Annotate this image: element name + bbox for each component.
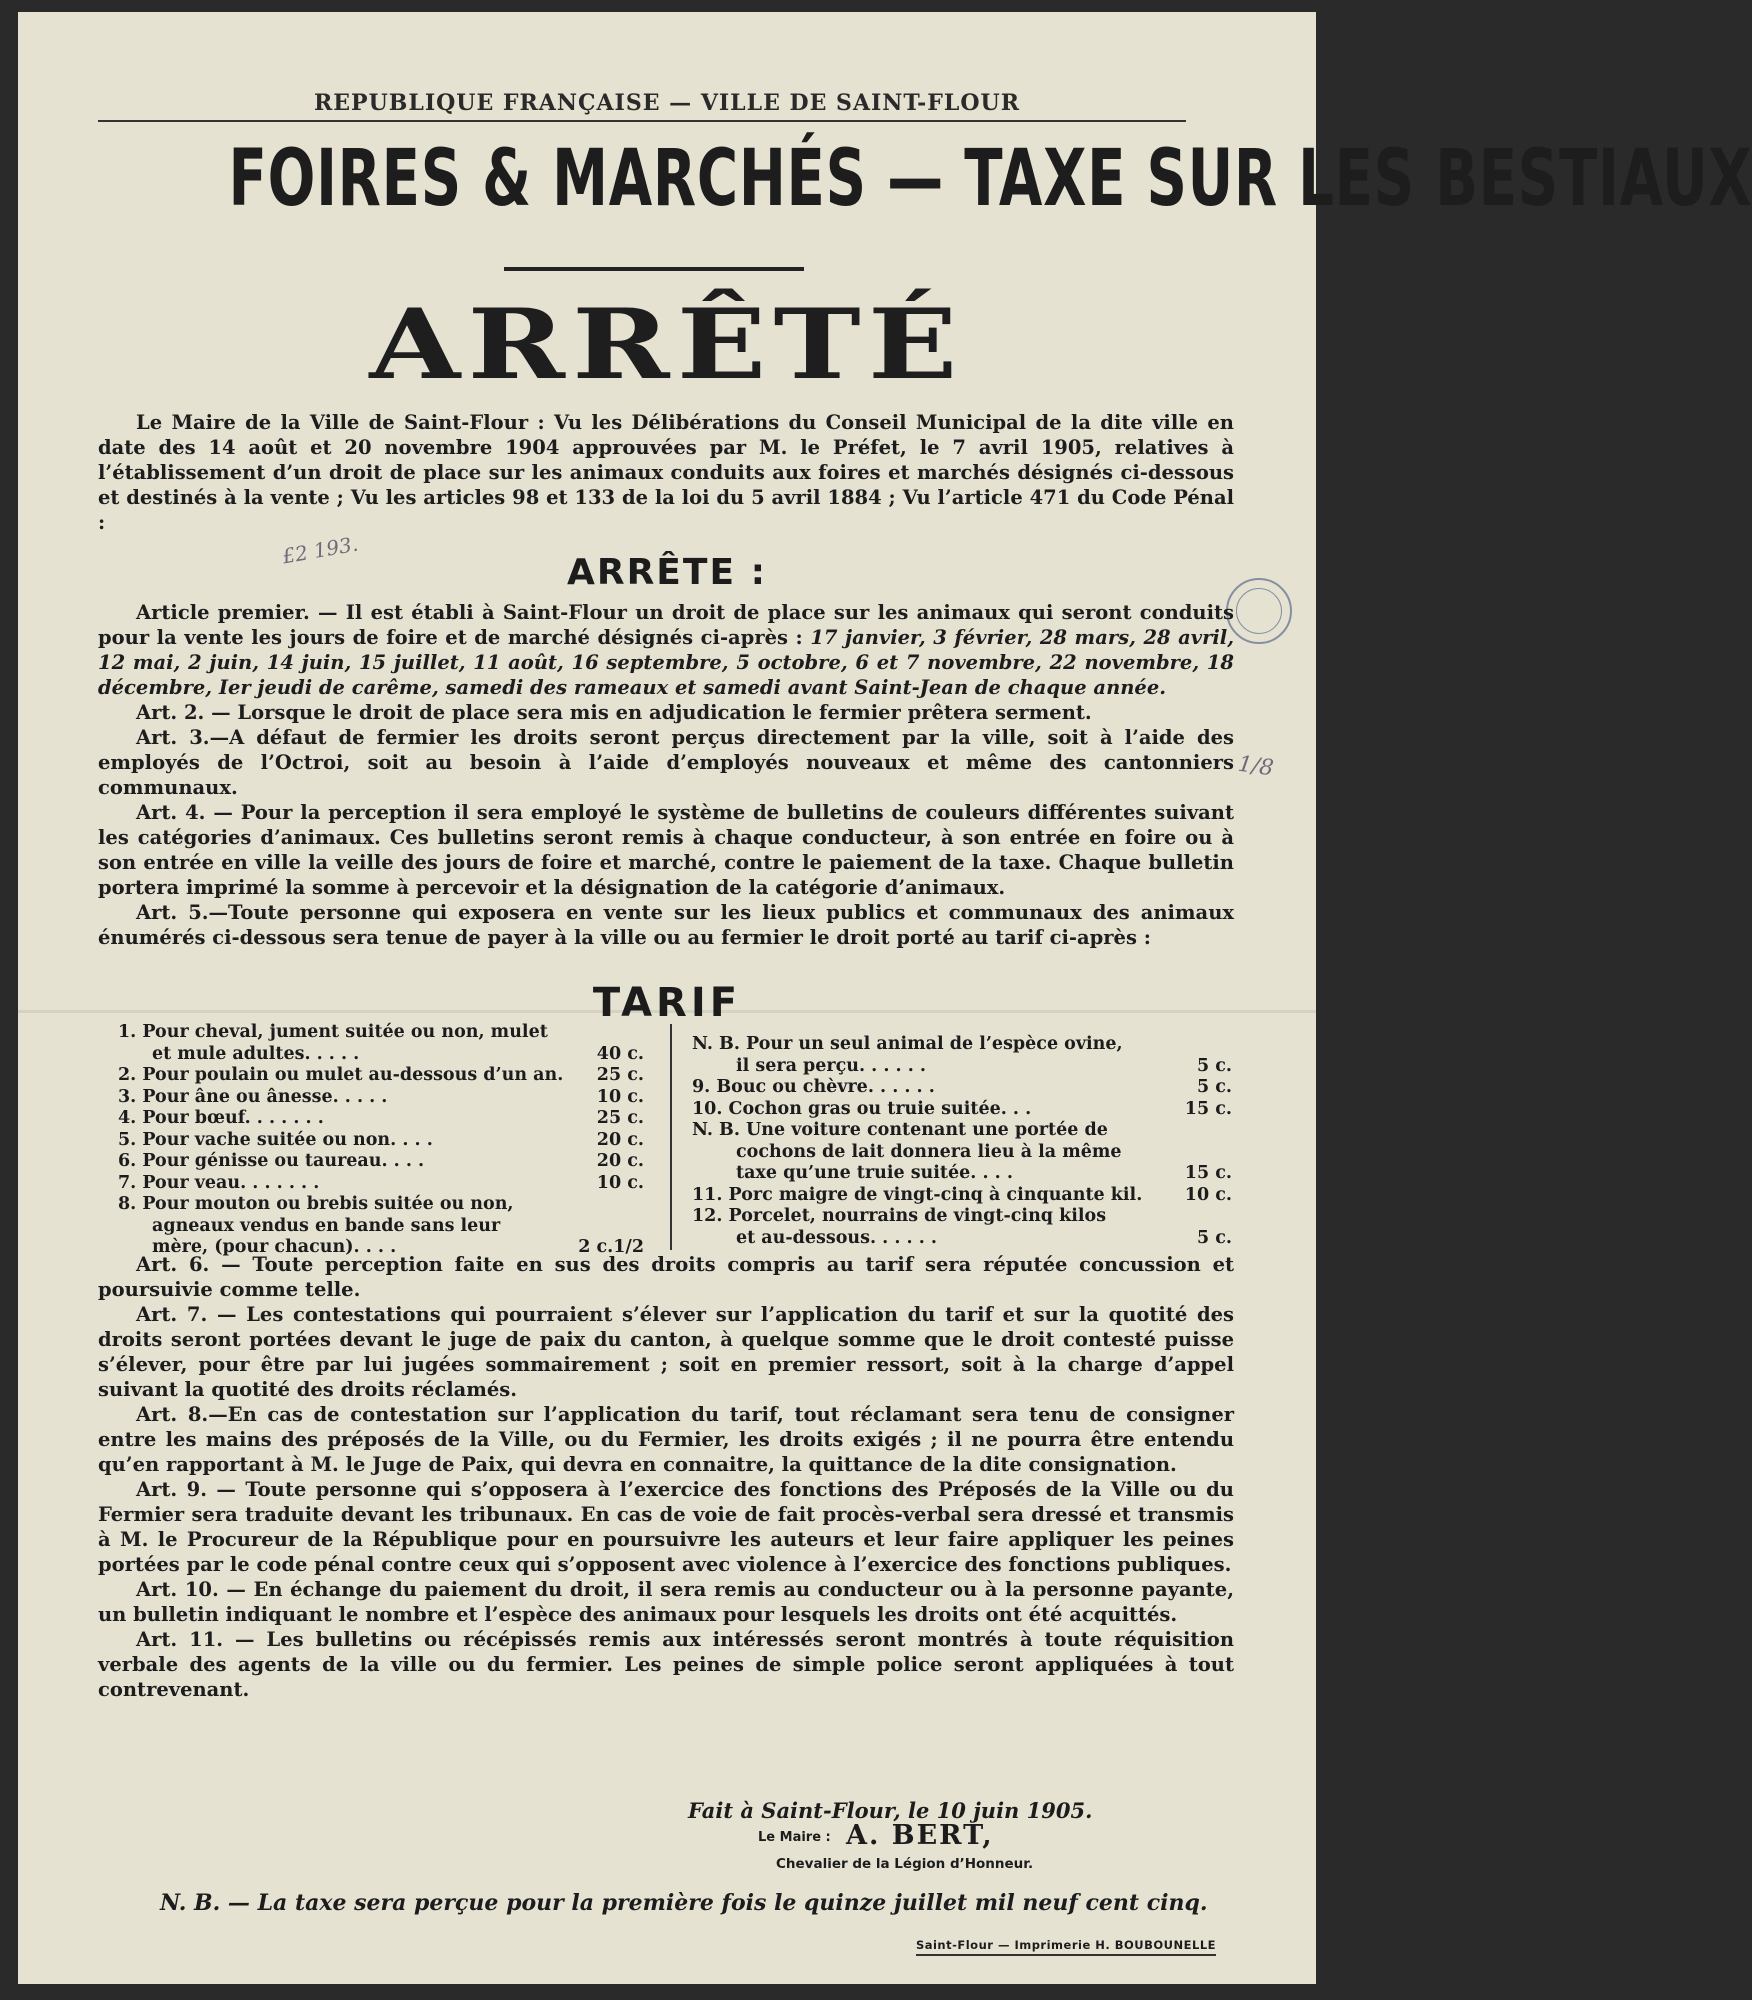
tarif-label: 4. Pour bœuf. . . . . . .	[118, 1108, 324, 1128]
headline: REPUBLIQUE FRANÇAISE — VILLE DE SAINT-FLOUR	[313, 90, 1020, 116]
tarif-divider	[670, 1024, 672, 1250]
tarif-amount: 15 c.	[1184, 1163, 1232, 1183]
tarif-label: 5. Pour vache suitée ou non. . . .	[118, 1129, 433, 1150]
tarif-label: 2. Pour poulain ou mulet au-dessous d’un an.	[118, 1065, 564, 1085]
printer-line: Saint-Flour — Imprimerie H. BOUBOUNELLE	[916, 1938, 1216, 1956]
article-8: Art. 8.—En cas de contestation sur l’application du tarif, tout réclamant sera tenu de consigner entre les mains des préposés de la Ville, ou du Fermier, les droits exigés ; il ne pourra être entendu qu’en rapportant à M. le Juge de Paix, qui devra en connaitre, la quittance de la dite consignation.	[98, 1403, 1234, 1476]
tarif-row	[692, 1056, 1232, 1078]
tarif-amount: 10 c.	[1184, 1184, 1232, 1205]
tarif-amount: 40 c.	[596, 1043, 644, 1064]
article-6: Art. 6. — Toute perception faite en sus des droits compris au tarif sera réputée concussion et poursuivie comme telle.	[98, 1253, 1234, 1301]
title-rule	[504, 267, 804, 271]
tarif-row	[692, 1228, 1232, 1250]
tarif-amount: 10 c.	[596, 1086, 644, 1107]
tarif-label: 8. Pour mouton ou brebis suitée ou non,	[118, 1194, 514, 1214]
tarif-row	[692, 1099, 1232, 1121]
tarif-row	[118, 1130, 644, 1152]
pencil-annotation: 1/8	[1236, 751, 1275, 782]
tarif-label: N. B. Pour un seul animal de l’espèce ovine,	[692, 1034, 1123, 1054]
final-note: N. B. — La taxe sera perçue pour la première fois le quinze juillet mil neuf cent cinq.	[160, 1890, 1208, 1916]
tarif-heading: TARIF	[592, 980, 742, 1026]
tarif-row	[692, 1185, 1232, 1207]
tarif-label: agneaux vendus en bande sans leur	[152, 1215, 501, 1236]
article-1-dates: 17 janvier, 3 février, 28 mars, 28 avril, 12 mai, 2 juin, 14 juin, 15 juillet, 11 août, 16 septembre, 5 octobre, 6 et 7 novembre, 22 novembre, 18 décembre, Ier jeudi de carême, samedi des rameaux et samedi avant Saint-Jean de chaque année.	[98, 626, 1234, 699]
tarif-row	[692, 1034, 1232, 1056]
tarif-amount: 25 c.	[596, 1108, 644, 1128]
poster-title: FOIRES & MARCHÉS — TAXE SUR LES BESTIAUX	[228, 134, 1752, 224]
signature-maire-label: Le Maire :	[758, 1830, 831, 1845]
tarif-row	[118, 1065, 644, 1087]
tarif-row	[692, 1120, 1232, 1142]
article-4: Art. 4. — Pour la perception il sera employé le système de bulletins de couleurs différentes suivant les catégories d’animaux. Ces bulletins seront remis à chaque conducteur, à son entrée en foire ou à son entrée en ville la veille des jours de foire et marché, contre le paiement de la taxe. Chaque bulletin portera imprimé la somme à percevoir et la désignation de la catégorie d’animaux.	[98, 801, 1234, 899]
tarif-amount: 5 c.	[1196, 1227, 1232, 1248]
article-9: Art. 9. — Toute personne qui s’opposera à l’exercice des fonctions des Préposés de la Ville ou du Fermier sera traduite devant les tribunaux. En cas de voie de fait procès-verbal sera dressé et transmis à M. le Procureur de la République pour en poursuivre les auteurs et leur faire appliquer les peines portées par le code pénal contre ceux qui s’opposent avec violence à l’exercice des fonctions publiques.	[98, 1478, 1234, 1576]
article-3: Art. 3.—A défaut de fermier les droits seront perçus directement par la ville, soit à l’aide des employés de l’Octroi, soit au besoin à l’aide d’employés nouveaux et même des cantonniers communaux.	[98, 726, 1234, 799]
tarif-amount: 15 c.	[1184, 1098, 1232, 1119]
signature-place-date: Fait à Saint-Flour, le 10 juin 1905.	[688, 1798, 1093, 1823]
tarif-amount: 20 c.	[596, 1129, 644, 1150]
arrete-subheading: ARRÊTE :	[567, 552, 767, 593]
top-rule	[98, 120, 1186, 122]
tarif-label: et mule adultes. . . . .	[152, 1043, 360, 1064]
pencil-annotation: £2 193.	[280, 531, 360, 569]
tarif-row	[692, 1163, 1232, 1185]
tarif-row	[118, 1173, 644, 1195]
tarif-amount: 10 c.	[596, 1172, 644, 1193]
tarif-row	[118, 1151, 644, 1173]
tarif-row	[118, 1194, 644, 1216]
tarif-label: 9. Bouc ou chèvre. . . . . .	[692, 1077, 935, 1097]
tarif-right-column	[692, 1034, 1232, 1249]
preamble-text: Le Maire de la Ville de Saint-Flour : Vu les Délibérations du Conseil Municipal de la dite ville en date des 14 août et 20 novembre 1904 approuvées par M. le Préfet, le 7 avril 1905, relatives à l’établissement d’un droit de place sur les animaux conduits aux foires et marchés désignés ci-dessous et destinés à la vente ; Vu les articles 98 et 133 de la loi du 5 avril 1884 ; Vu l’article 471 du Code Pénal :	[98, 411, 1234, 534]
tarif-label: mère, (pour chacun). . . .	[152, 1237, 397, 1257]
tarif-label: 6. Pour génisse ou taureau. . . .	[118, 1151, 425, 1171]
tarif-row	[692, 1206, 1232, 1228]
tarif-amount: 2 c.1/2	[578, 1237, 644, 1257]
tarif-amount: 20 c.	[596, 1151, 644, 1171]
tarif-row	[118, 1044, 644, 1066]
article-7: Art. 7. — Les contestations qui pourraient s’élever sur l’application du tarif et sur la quotité des droits seront portées devant le juge de paix du canton, à quelque somme que le droit contesté puisse s’élever, pour être par lui jugées sommairement ; soit en premier ressort, soit à la charge d’appel suivant la quotité des droits réclamés.	[98, 1303, 1234, 1401]
article-1-intro: Article premier. — Il est établi à Saint-Flour un droit de place sur les animaux qui seront conduits pour la vente les jours de foire et de marché désignés ci-après :	[98, 601, 1234, 649]
article-5: Art. 5.—Toute personne qui exposera en vente sur les lieux publics et communaux des animaux énumérés ci-dessous sera tenue de payer à la ville ou au fermier le droit porté au tarif ci-après :	[98, 901, 1234, 949]
tarif-label: 11. Porc maigre de vingt-cinq à cinquante kil.	[692, 1184, 1143, 1205]
tarif-label: 1. Pour cheval, jument suitée ou non, mulet	[118, 1022, 548, 1042]
tarif-left-column	[118, 1022, 644, 1259]
tarif-label: 3. Pour âne ou ânesse. . . . .	[118, 1086, 388, 1107]
tarif-row	[692, 1077, 1232, 1099]
preamble	[98, 410, 1234, 535]
signature-name: A. BERT,	[846, 1820, 994, 1851]
tarif-amount: 5 c.	[1196, 1077, 1232, 1097]
tarif-label: cochons de lait donnera lieu à la même	[736, 1141, 1122, 1162]
tarif-label: 10. Cochon gras ou truie suitée. . .	[692, 1098, 1032, 1119]
tarif-row	[118, 1022, 644, 1044]
tarif-label: taxe qu’une truie suitée. . . .	[736, 1163, 1013, 1183]
signature-title: Chevalier de la Légion d’Honneur.	[776, 1856, 1034, 1872]
tarif-amount: 5 c.	[1196, 1055, 1232, 1076]
tarif-amount: 25 c.	[596, 1065, 644, 1085]
tarif-label: 7. Pour veau. . . . . . .	[118, 1172, 320, 1193]
tarif-row	[692, 1142, 1232, 1164]
arrete-heading: ARRÊTÉ	[369, 288, 965, 401]
articles-1-5	[98, 600, 1234, 950]
tarif-row	[118, 1216, 644, 1238]
tarif-label: 12. Porcelet, nourrains de vingt-cinq kilos	[692, 1206, 1107, 1226]
article-2: Art. 2. — Lorsque le droit de place sera mis en adjudication le fermier prêtera serment.	[136, 701, 1092, 724]
tarif-label: et au-dessous. . . . . .	[736, 1227, 937, 1248]
article-1	[98, 600, 1234, 700]
tarif-label: il sera perçu. . . . . .	[736, 1055, 927, 1076]
article-11: Art. 11. — Les bulletins ou récépissés remis aux intéressés seront montrés à toute réquisition verbale des agents de la ville ou du fermier. Les peines de simple police seront appliquées à tout contrevenant.	[98, 1628, 1234, 1701]
tarif-row	[118, 1087, 644, 1109]
articles-6-11	[98, 1252, 1234, 1702]
tarif-label: N. B. Une voiture contenant une portée de	[692, 1120, 1108, 1140]
tarif-row	[118, 1108, 644, 1130]
article-10: Art. 10. — En échange du paiement du droit, il sera remis au conducteur ou à la personne payante, un bulletin indiquant le nombre et l’espèce des animaux pour lesquels les droits ont été acquittés.	[98, 1578, 1234, 1626]
poster-sheet	[18, 12, 1752, 1984]
